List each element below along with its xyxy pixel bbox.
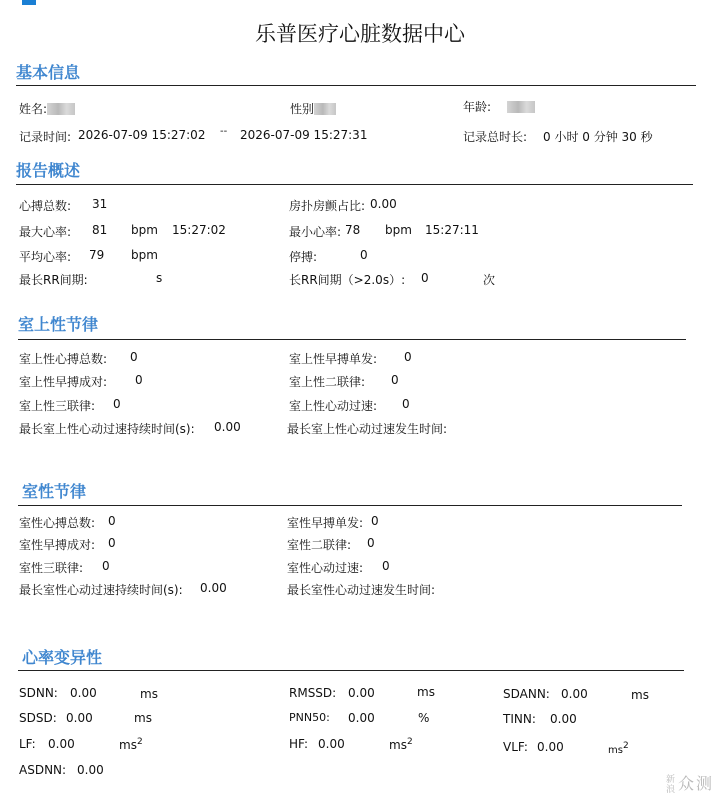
vlf-value: 0.00 — [537, 740, 564, 754]
watermark-text: 众测 — [677, 774, 714, 793]
sdnn-value: 0.00 — [70, 686, 97, 700]
sv-longest-duration-label: 最长室上性心动过速持续时间(s): — [19, 422, 195, 436]
sdsd-value: 0.00 — [66, 711, 93, 725]
watermark — [666, 771, 714, 795]
rmssd-value: 0.00 — [348, 686, 375, 700]
total-beats-value: 31 — [92, 197, 108, 211]
asdnn-label: ASDNN: — [19, 763, 67, 777]
hf-label: HF: — [289, 737, 309, 751]
v-tachy-value: 0 — [382, 559, 390, 573]
vlf-label: VLF: — [503, 740, 528, 754]
asdnn-value: 0.00 — [77, 763, 104, 777]
lf-unit-power: 2 — [136, 737, 143, 747]
name-field — [19, 100, 75, 117]
vlf-unit — [608, 741, 629, 756]
min-hr-value: 78 — [345, 223, 361, 237]
rmssd-label: RMSSD: — [289, 686, 337, 700]
lf-unit — [119, 737, 143, 752]
section-heading-overview: 报告概述 — [16, 161, 81, 180]
age-field — [463, 98, 535, 115]
redacted-name — [47, 103, 75, 115]
lf-value: 0.00 — [48, 737, 75, 751]
name-label: 姓名: — [19, 102, 48, 116]
max-hr-label: 最大心率: — [19, 225, 72, 239]
v-longest-time-label: 最长室性心动过速发生时间: — [287, 583, 436, 597]
section-rule — [16, 85, 696, 86]
max-hr-value: 81 — [92, 223, 108, 237]
pnn50-label: PNN50: — [289, 711, 330, 724]
v-pair-value: 0 — [108, 536, 116, 550]
v-pair-label: 室性早搏成对: — [19, 538, 96, 552]
af-ratio-label: 房扑房颤占比: — [289, 199, 366, 213]
redacted-gender — [314, 103, 336, 115]
time-separator: -- — [220, 126, 228, 137]
watermark-vertical: 新浪 — [665, 775, 677, 795]
sv-longest-duration-value: 0.00 — [214, 420, 241, 434]
long-rr-label: 长RR间期（>2.0s）: — [289, 273, 406, 287]
sv-trigeminy-value: 0 — [113, 397, 121, 411]
hf-unit-power: 2 — [406, 737, 413, 747]
record-end-time: 2026-07-09 15:27:31 — [240, 128, 368, 142]
section-rule — [18, 505, 682, 506]
sv-bigeminy-value: 0 — [391, 373, 399, 387]
max-hr-time: 15:27:02 — [172, 223, 226, 237]
sv-pair-value: 0 — [135, 373, 143, 387]
record-start-time: 2026-07-09 15:27:02 — [78, 128, 206, 142]
sv-pair-label: 室上性早搏成对: — [19, 375, 108, 389]
section-heading-sv: 室上性节律 — [18, 315, 99, 334]
section-heading-basic: 基本信息 — [16, 63, 81, 82]
sv-single-value: 0 — [404, 350, 412, 364]
corner-mark — [22, 0, 36, 5]
sdann-unit: ms — [631, 688, 649, 702]
avg-hr-unit: bpm — [131, 248, 158, 262]
pause-value: 0 — [360, 248, 368, 262]
sv-total-label: 室上性心搏总数: — [19, 352, 108, 366]
sv-longest-time-label: 最长室上性心动过速发生时间: — [287, 422, 448, 436]
sdann-label: SDANN: — [503, 687, 550, 701]
v-bigeminy-value: 0 — [367, 536, 375, 550]
pnn50-value: 0.00 — [348, 711, 375, 725]
duration-value: 0 小时 0 分钟 30 秒 — [543, 130, 653, 144]
page-title: 乐普医疗心脏数据中心 — [255, 22, 465, 46]
tinn-value: 0.00 — [550, 712, 577, 726]
max-hr-unit: bpm — [131, 223, 158, 237]
v-longest-duration-label: 最长室性心动过速持续时间(s): — [19, 583, 183, 597]
longest-rr-label: 最长RR间期: — [19, 273, 88, 287]
sv-single-label: 室上性早搏单发: — [289, 352, 378, 366]
sdsd-label: SDSD: — [19, 711, 57, 725]
redacted-age — [507, 101, 535, 113]
sv-total-value: 0 — [130, 350, 138, 364]
sdnn-unit: ms — [140, 687, 158, 701]
sv-tachy-value: 0 — [402, 397, 410, 411]
rmssd-unit: ms — [417, 685, 435, 699]
sdann-value: 0.00 — [561, 687, 588, 701]
hf-unit-text: ms — [389, 738, 407, 752]
tinn-label: TINN: — [503, 712, 536, 726]
pause-label: 停搏: — [289, 250, 318, 264]
min-hr-label: 最小心率: — [289, 225, 342, 239]
hf-unit — [389, 737, 413, 752]
pnn50-unit: % — [418, 711, 430, 725]
section-heading-hrv: 心率变异性 — [22, 648, 103, 667]
duration-label: 记录总时长: — [463, 130, 528, 144]
v-total-label: 室性心搏总数: — [19, 516, 96, 530]
af-ratio-value: 0.00 — [370, 197, 397, 211]
lf-label: LF: — [19, 737, 36, 751]
v-bigeminy-label: 室性二联律: — [287, 538, 352, 552]
longest-rr-unit: s — [156, 271, 163, 285]
vlf-unit-power: 2 — [622, 741, 629, 751]
vlf-unit-text: ms — [608, 745, 623, 756]
gender-field — [290, 100, 336, 117]
gender-label: 性别 — [290, 102, 315, 116]
v-tachy-label: 室性心动过速: — [287, 561, 364, 575]
v-total-value: 0 — [108, 514, 116, 528]
sv-trigeminy-label: 室上性三联律: — [19, 399, 96, 413]
hf-value: 0.00 — [318, 737, 345, 751]
avg-hr-value: 79 — [89, 248, 105, 262]
min-hr-unit: bpm — [385, 223, 412, 237]
v-single-label: 室性早搏单发: — [287, 516, 364, 530]
v-trigeminy-value: 0 — [102, 559, 110, 573]
sv-tachy-label: 室上性心动过速: — [289, 399, 378, 413]
sv-bigeminy-label: 室上性二联律: — [289, 375, 366, 389]
long-rr-unit: 次 — [483, 273, 496, 287]
v-trigeminy-label: 室性三联律: — [19, 561, 84, 575]
section-heading-v: 室性节律 — [22, 482, 87, 501]
lf-unit-text: ms — [119, 738, 137, 752]
section-rule — [16, 184, 693, 185]
age-label: 年龄: — [463, 100, 492, 114]
long-rr-value: 0 — [421, 271, 429, 285]
total-beats-label: 心搏总数: — [19, 199, 72, 213]
sdnn-label: SDNN: — [19, 686, 58, 700]
v-single-value: 0 — [371, 514, 379, 528]
record-start-label: 记录时间: — [19, 130, 72, 144]
section-rule — [18, 670, 684, 671]
v-longest-duration-value: 0.00 — [200, 581, 227, 595]
avg-hr-label: 平均心率: — [19, 250, 72, 264]
min-hr-time: 15:27:11 — [425, 223, 479, 237]
sdsd-unit: ms — [134, 711, 152, 725]
section-rule — [18, 339, 686, 340]
